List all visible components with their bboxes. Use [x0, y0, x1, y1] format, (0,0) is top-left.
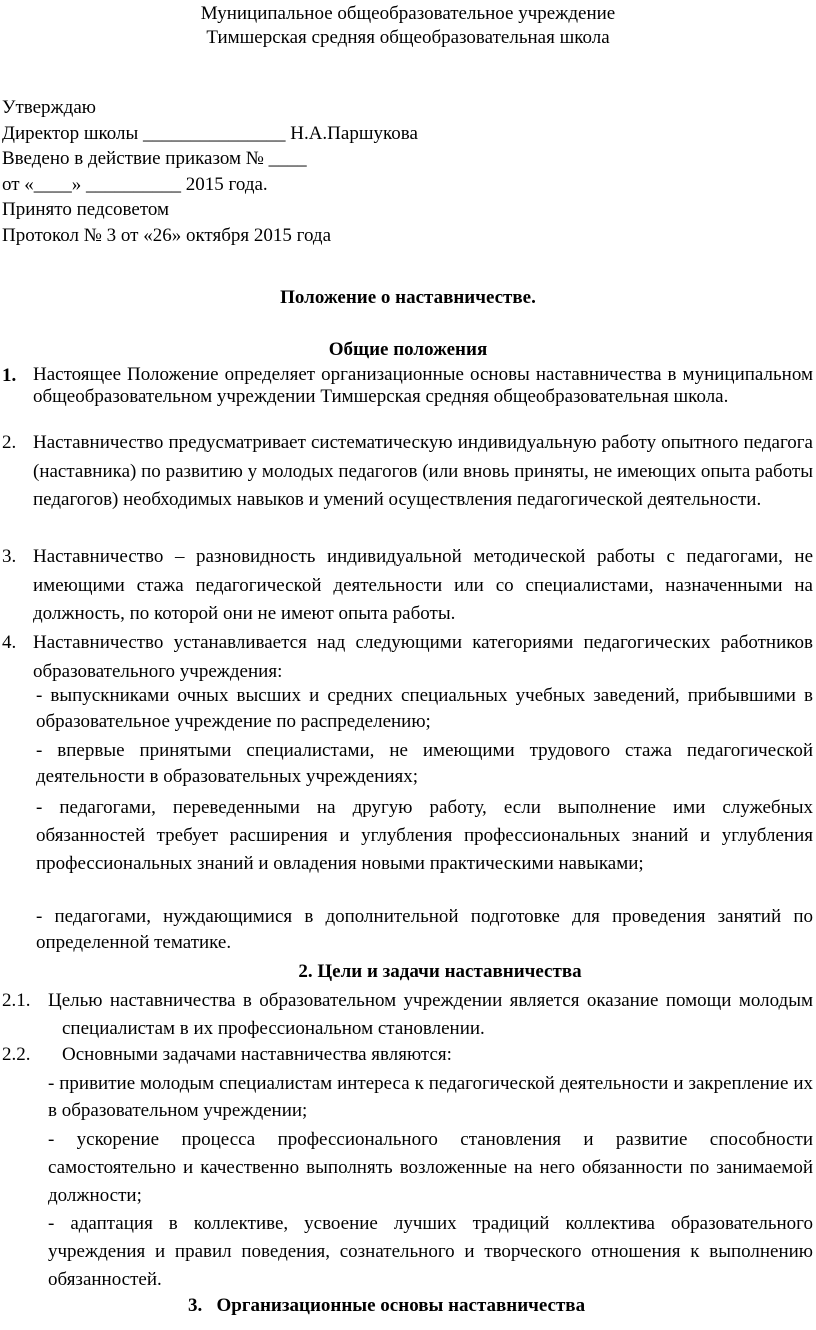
- section-heading: 2. Цели и задачи наставничества: [298, 961, 582, 982]
- item-number: 2.2.: [2, 1044, 31, 1065]
- list-item: Настоящее Положение определяет организационные основы наставничества в муниципальном общеобразовательном учреждении Тимшерская средняя общеобразовательная школа.: [33, 364, 813, 407]
- list-item: Наставничество – разновидность индивидуальной методической работы с педагогами, не имеющими стажа педагогической деятельности или со специалистами, назначенными на должность, по которой они не имеют опыта работы.: [33, 546, 813, 625]
- approval-line: от «____» __________ 2015 года.: [2, 173, 268, 195]
- approval-line: Введено в действие приказом № ____: [2, 148, 307, 169]
- approval-line: Протокол № 3 от «26» октября 2015 года: [2, 224, 332, 246]
- document-title: Положение о наставничестве.: [280, 287, 536, 308]
- header-line-1: Муниципальное общеобразовательное учреждение: [200, 3, 616, 24]
- school-header: [0, 2, 816, 50]
- item-number: 1.: [2, 365, 17, 386]
- section-heading: Общие положения: [328, 339, 488, 360]
- item-number: 4.: [2, 632, 17, 653]
- paragraph-text: Целью наставничества в образовательном учреждении является оказание помощи молодым специалистам в их профессиональном становлении.: [48, 990, 813, 1039]
- task-item: - ускорение процесса профессионального становления и развитие способности самостоятельно и качественно выполнять возложенные на него обязанности по занимаемой должности;: [48, 1129, 813, 1206]
- task-item: - адаптация в коллективе, усвоение лучших традиций коллектива образовательного учреждения и правил поведения, сознательного и творческого отношения к выполнению обязанностей.: [48, 1213, 813, 1290]
- approval-line: Утверждаю: [2, 97, 96, 118]
- list-item: Наставничество предусматривает систематическую индивидуальную работу опытного педагога (наставника) по развитию у молодых педагогов (или вновь приняты, не имеющих опыта работы педагогов) необходимых навыков и умений осуществления педагогической деятельности.: [33, 432, 813, 511]
- sub-item: - педагогами, нуждающимися в дополнительной подготовке для проведения занятий по определенной тематике.: [36, 906, 813, 953]
- approval-line: Принято педсоветом: [2, 199, 170, 220]
- sub-item: - выпускниками очных высших и средних специальных учебных заведений, прибывшими в образовательное учреждение по распределению;: [36, 685, 813, 732]
- sub-item: - впервые принятыми специалистами, не имеющими трудового стажа педагогической деятельности в образовательных учреждениях;: [36, 740, 813, 787]
- approval-line: Директор школы _______________ Н.А.Паршукова: [2, 122, 418, 144]
- paragraph: [48, 987, 813, 1043]
- item-number: 2.: [2, 432, 17, 453]
- approval-block: [2, 95, 562, 248]
- sub-item: - педагогами, переведенными на другую работу, если выполнение ими служебных обязанностей требует расширения и углубления профессиональных знаний и углубления профессиональных знаний и овладения новыми практическими навыками;: [36, 797, 813, 874]
- item-number: 3.: [2, 546, 17, 567]
- header-line-2: Тимшерская средняя общеобразовательная школа: [206, 27, 610, 48]
- list-item: Наставничество устанавливается над следующими категориями педагогических работников образовательного учреждения:: [33, 632, 813, 682]
- task-item: - привитие молодым специалистам интереса к педагогической деятельности и закрепление их в образовательном учреждении;: [48, 1073, 813, 1121]
- paragraph: Основными задачами наставничества являются:: [62, 1044, 452, 1065]
- item-number: 2.1.: [2, 990, 31, 1011]
- section-heading: 3. Организационные основы наставничества: [188, 1295, 586, 1316]
